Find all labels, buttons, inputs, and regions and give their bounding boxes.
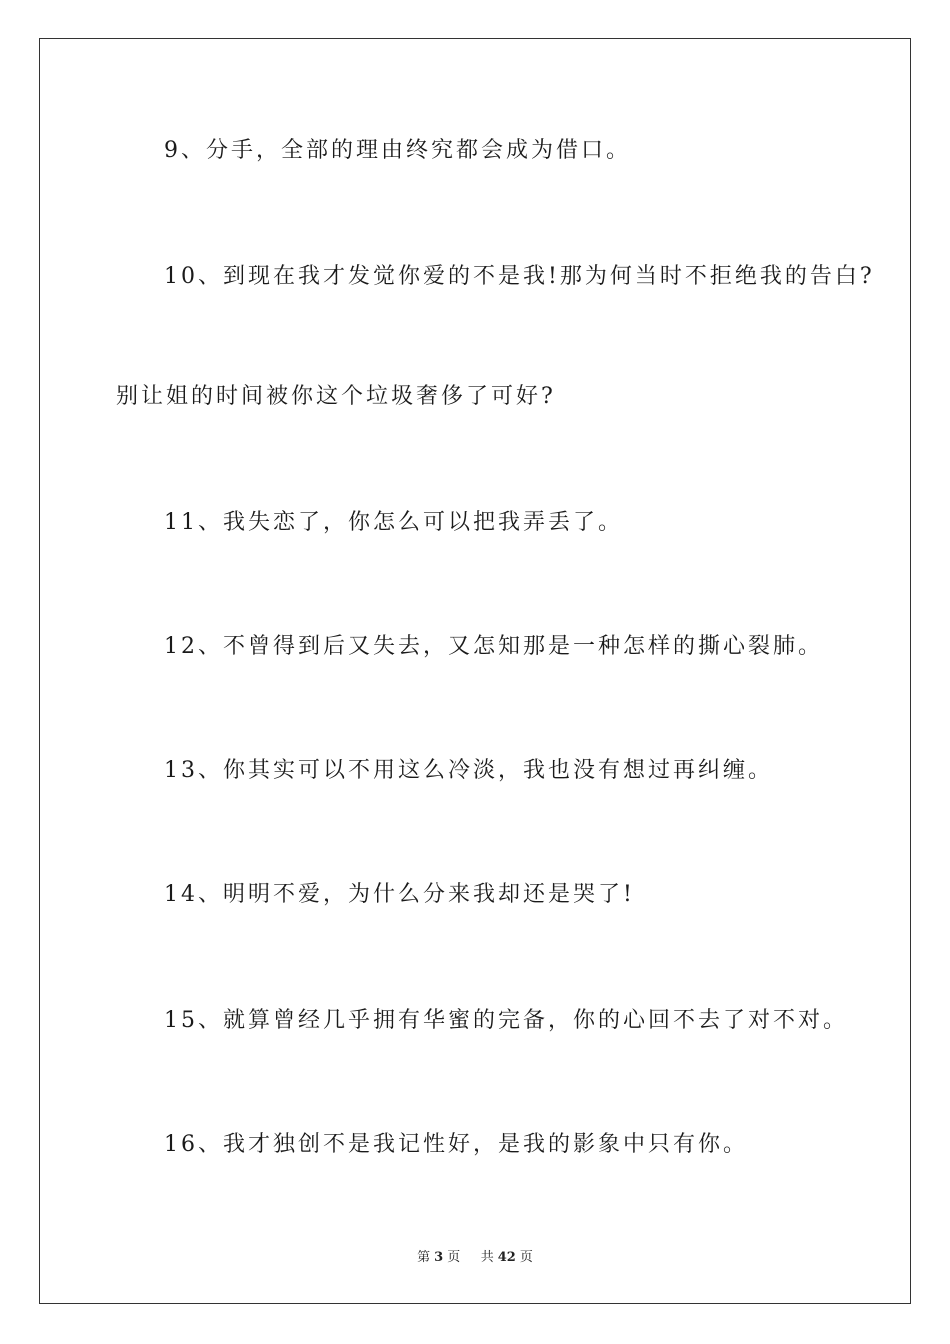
text-line-11: 11、我失恋了，你怎么可以把我弄丢了。 (164, 510, 623, 535)
page-number: 3 (434, 1250, 444, 1265)
text-line-15: 15、就算曾经几乎拥有华蜜的完备，你的心回不去了对不对。 (164, 1008, 848, 1033)
text-line-12: 12、不曾得到后又失去，又怎知那是一种怎样的撕心裂肺。 (164, 634, 823, 659)
page-prefix: 第 (417, 1250, 431, 1265)
page-footer (0, 1246, 950, 1265)
text-line-10: 10、到现在我才发觉你爱的不是我!那为何当时不拒绝我的告白? (164, 264, 875, 289)
page-suffix: 页 (447, 1250, 461, 1265)
text-line-16: 16、我才独创不是我记性好，是我的影象中只有你。 (164, 1132, 748, 1157)
total-prefix: 共 (480, 1250, 494, 1265)
total-suffix: 页 (519, 1250, 533, 1265)
total-pages: 42 (497, 1250, 516, 1265)
text-line-10-continued: 别让姐的时间被你这个垃圾奢侈了可好? (116, 384, 556, 409)
text-line-14: 14、明明不爱，为什么分来我却还是哭了! (164, 882, 635, 907)
page-border (39, 38, 911, 1304)
text-line-9: 9、分手，全部的理由终究都会成为借口。 (164, 138, 631, 163)
text-line-13: 13、你其实可以不用这么冷淡，我也没有想过再纠缠。 (164, 758, 773, 783)
